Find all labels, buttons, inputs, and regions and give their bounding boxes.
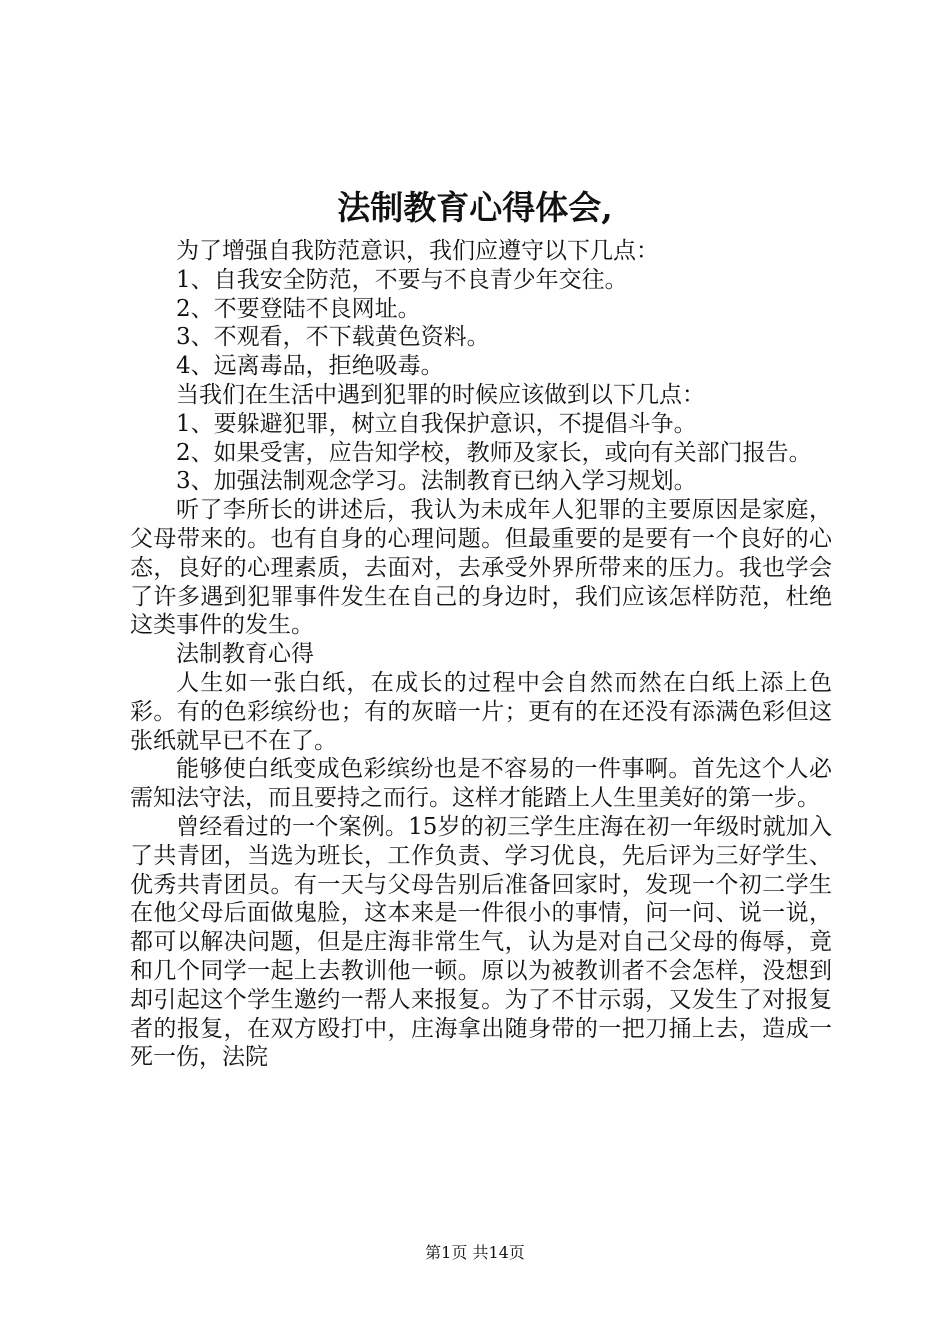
paragraph: 3、加强法制观念学习。法制教育已纳入学习规划。 (176, 468, 697, 495)
paragraph: 人生如一张白纸，在成长的过程中会自然而然在白纸上添上色彩。有的色彩缤纷也；有的灰暗一片；更有的在还没有添满色彩但这张纸就早已不在了。 (130, 669, 832, 754)
paragraph: 3、不观看，不下载黄色资料。 (176, 324, 490, 351)
paragraph: 曾经看过的一个案例。15岁的初三学生庄海在初一年级时就加入了共青团，当选为班长，工作负责、学习优良，先后评为三好学生、优秀共青团员。有一天与父母告别后准备回家时，发现一个初二学生在他父母后面做鬼脸，这本来是一件很小的事情，问一问、说一说，都可以解决问题，但是庄海非常生气，认为是对自己父母的侮辱，竟和几个同学一起上去教训他一顿。原以为被教训者不会怎样，没想到却引起这个学生邀约一帮人来报复。为了不甘示弱，又发生了对报复者的报复，在双方殴打中，庄海拿出随身带的一把刀捅上去，造成一死一伤，法院 (130, 813, 832, 1071)
section-heading: 法制教育心得 (176, 641, 314, 668)
paragraph: 听了李所长的讲述后，我认为未成年人犯罪的主要原因是家庭，父母带来的。也有自身的心理问题。但最重要的是要有一个良好的心态，良好的心理素质，去面对，去承受外界所带来的压力。我也学会了许多遇到犯罪事件发生在自己的身边时，我们应该怎样防范，杜绝这类事件的发生。 (130, 497, 832, 639)
document-title: 法制教育心得体会, (337, 188, 613, 227)
paragraph: 为了增强自我防范意识，我们应遵守以下几点： (176, 238, 659, 264)
paragraph: 当我们在生活中遇到犯罪的时候应该做到以下几点： (176, 381, 705, 408)
paragraph: 1、自我安全防范，不要与不良青少年交往。 (176, 266, 628, 293)
document-body (130, 237, 832, 1072)
page-footer: 第1页 共14页 (425, 1243, 525, 1262)
paragraph: 2、不要登陆不良网址。 (176, 295, 421, 322)
paragraph: 1、要躲避犯罪，树立自我保护意识，不提倡斗争。 (176, 410, 697, 437)
paragraph: 2、如果受害，应告知学校，教师及家长，或向有关部门报告。 (176, 439, 812, 466)
paragraph: 4、远离毒品，拒绝吸毒。 (176, 353, 444, 380)
paragraph: 能够使白纸变成色彩缤纷也是不容易的一件事啊。首先这个人必需知法守法，而且要持之而行。这样才能踏上人生里美好的第一步。 (130, 756, 832, 812)
